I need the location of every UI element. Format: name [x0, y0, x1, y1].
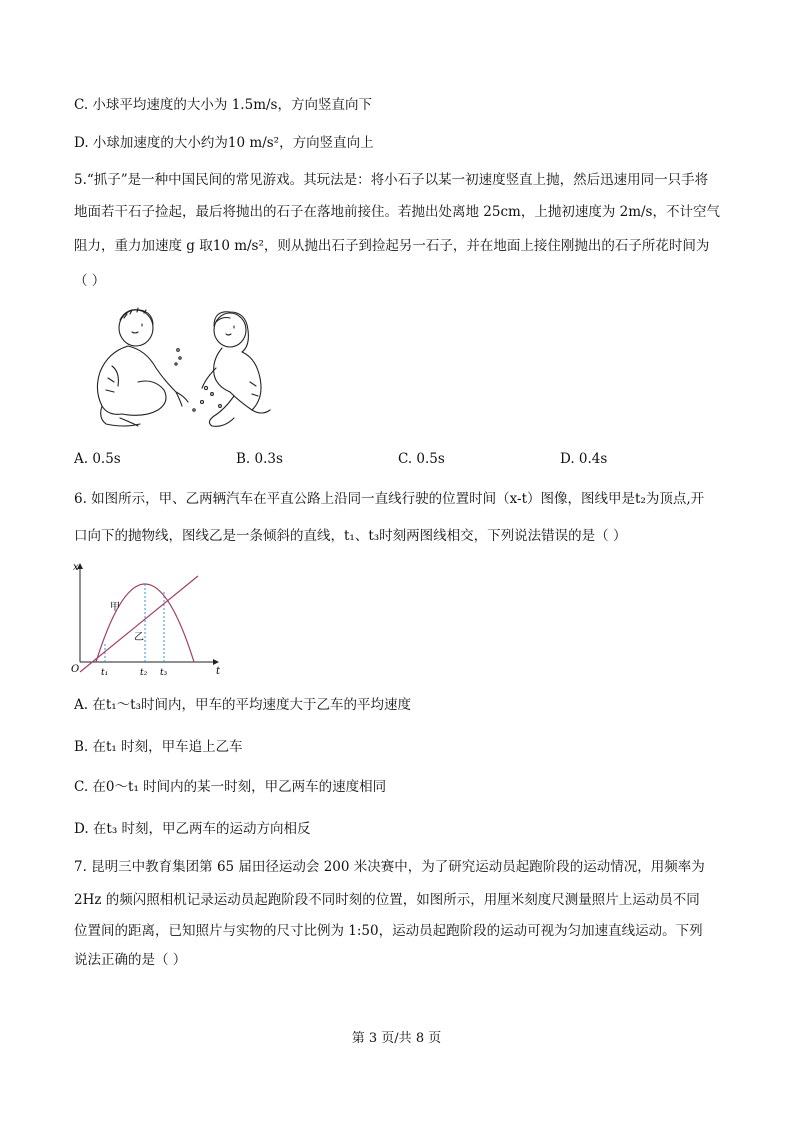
tick-t1: t₁ [101, 668, 109, 678]
q6-text-line1: 6. 如图所示，甲、乙两辆汽车在平直公路上沿同一直线行驶的位置时间（x-t）图像，图线甲是t₂为顶点,开 [74, 491, 705, 507]
q6-option-a[interactable]: A. 在t₁～t₃时间内，甲车的平均速度大于乙车的平均速度 [74, 697, 412, 713]
children-playing-illustration [84, 306, 294, 434]
q6-option-c[interactable]: C. 在0～t₁ 时间内的某一时刻，甲乙两车的速度相同 [74, 779, 387, 795]
origin-label: O [71, 664, 80, 675]
curve-jia-label: 甲 [110, 602, 120, 613]
q5-option-b[interactable]: B. 0.3s [236, 451, 283, 467]
q6-text-line2: 口向下的抛物线，图线乙是一条倾斜的直线，t₁、t₃时刻两图线相交，下列说法错误的是（ ） [74, 528, 627, 544]
q7-text-line3: 位置间的距离，已知照片与实物的尺寸比例为 1:50，运动员起跑阶段的运动可视为匀加速直线运动。下列 [74, 923, 703, 939]
q7-text-line1: 7. 昆明三中教育集团第 65 届田径运动会 200 米决赛中，为了研究运动员起跑阶段的运动情况，用频率为 [74, 859, 705, 875]
q4-option-d: D. 小球加速度的大小约为10 m/s²，方向竖直向上 [74, 135, 374, 151]
curve-jia [96, 584, 194, 662]
q7-text-line2: 2Hz 的频闪照相机记录运动员起跑阶段不同时刻的位置，如图所示，用厘米刻度尺测量照片上运动员不同 [74, 892, 700, 908]
q5-option-a[interactable]: A. 0.5s [74, 451, 121, 467]
tick-t2: t₂ [140, 668, 148, 678]
page-footer: 第 3 页/共 8 页 [351, 1031, 442, 1046]
x-axis-label: x [73, 562, 79, 573]
q7-text-line4: 说法正确的是（ ） [74, 952, 187, 968]
t-axis-label: t [216, 666, 221, 677]
q5-option-c[interactable]: C. 0.5s [398, 451, 445, 467]
q5-text-line3: 阻力，重力加速度 g 取10 m/s²，则从抛出石子到捡起另一石子，并在地面上接住刚抛出的石子所花时间为 [74, 238, 710, 254]
q5-text-line4: （ ） [74, 273, 106, 289]
q5-option-d[interactable]: D. 0.4s [560, 451, 608, 467]
q5-text-line2: 地面若干石子捡起，最后将抛出的石子在落地前接住。若抛出处离地 25cm，上抛初速度为 2m/s，不计空气 [74, 204, 720, 220]
tick-t3: t₃ [160, 668, 168, 678]
q4-option-c: C. 小球平均速度的大小为 1.5m/s，方向竖直向下 [74, 97, 372, 113]
x-t-graph [66, 558, 226, 680]
line-yi-label: 乙 [134, 632, 144, 643]
q5-options [74, 451, 734, 467]
q6-option-d[interactable]: D. 在t₃ 时刻，甲乙两车的运动方向相反 [74, 821, 311, 837]
q5-text-line1: 5.“抓子”是一种中国民间的常见游戏。其玩法是：将小石子以某一初速度竖直上抛，然后迅速用同一只手将 [74, 172, 709, 188]
q6-option-b[interactable]: B. 在t₁ 时刻，甲车追上乙车 [74, 739, 243, 755]
